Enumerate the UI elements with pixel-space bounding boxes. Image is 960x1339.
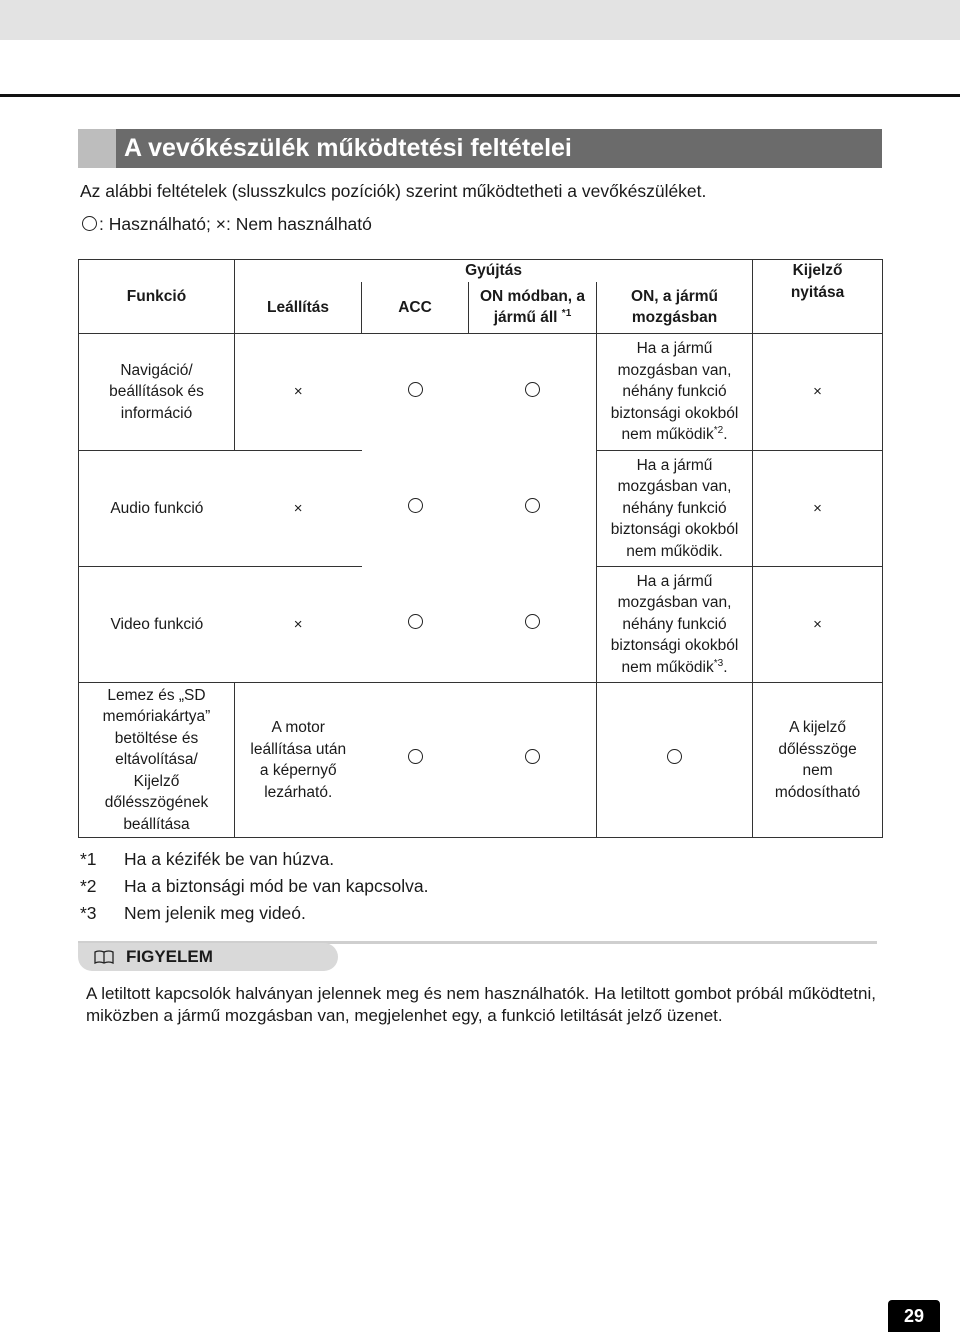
warning-label: FIGYELEM bbox=[126, 947, 213, 966]
warning-text: A letiltott kapcsolók halványan jelennek meg és nem használhatók. Ha letiltott gombot próbál működtetni, miközben a jármű mozgásban van, megjelenhet egy, a funkció letiltását jelző üzenet. bbox=[86, 984, 876, 1025]
navigation-display-cell bbox=[753, 334, 883, 451]
page-number: 29 bbox=[888, 1300, 940, 1332]
circle-icon bbox=[667, 749, 682, 764]
audio-on-moving-cell: Ha a jármű mozgásban van, néhány funkció biztonsági okokból nem működik. bbox=[597, 451, 753, 567]
disc-on-stationary-cell bbox=[469, 683, 597, 838]
circle-icon bbox=[525, 614, 540, 629]
navigation-acc-cell bbox=[362, 334, 469, 451]
header-acc: ACC bbox=[362, 282, 469, 334]
circle-icon bbox=[525, 749, 540, 764]
legend-x-symbol: × bbox=[215, 214, 226, 234]
top-margin-band bbox=[0, 0, 960, 40]
audio-on-stationary-cell bbox=[469, 451, 597, 567]
header-stop: Leállítás bbox=[235, 282, 362, 334]
book-icon bbox=[94, 950, 114, 964]
footnote: *3 Nem jelenik meg videó. bbox=[80, 903, 306, 923]
row-navigation-function: Navigáció/ beállítások és információ bbox=[79, 334, 235, 451]
circle-icon bbox=[82, 216, 97, 231]
section-title: A vevőkészülék működtetési feltételei bbox=[124, 134, 572, 162]
x-icon: × bbox=[293, 615, 303, 633]
circle-icon bbox=[408, 614, 423, 629]
x-icon: × bbox=[813, 615, 822, 633]
warning-header bbox=[78, 943, 338, 971]
disc-acc-cell bbox=[362, 683, 469, 838]
footnote: *1 Ha a kézifék be van húzva. bbox=[80, 849, 335, 869]
row-video-function: Video funkció × bbox=[79, 567, 362, 683]
navigation-on-stationary-cell bbox=[469, 334, 597, 451]
row-disc-function: Lemez és „SD memóriakártya” betöltése és eltávolítása/ Kijelző dőlésszögének beállítása bbox=[79, 683, 235, 838]
video-on-moving-cell: Ha a jármű mozgásban van, néhány funkció biztonsági okokból nem működik$^{*3}$. bbox=[597, 567, 753, 683]
header-rule bbox=[0, 94, 960, 97]
legend-not-usable: : Nem használható bbox=[225, 214, 372, 234]
circle-icon bbox=[525, 382, 540, 397]
footnotes bbox=[80, 846, 428, 927]
row-audio-function: Audio funkció × bbox=[79, 451, 362, 567]
circle-icon bbox=[408, 498, 423, 513]
x-icon: × bbox=[813, 499, 822, 517]
x-icon: × bbox=[293, 499, 303, 517]
intro-text: Az alábbi feltételek (slusszkulcs pozíciók) szerint működtetheti a vevőkészüléket. bbox=[80, 181, 707, 201]
disc-on-moving-cell bbox=[597, 683, 753, 838]
disc-display-cell: A kijelző dőlésszöge nem módosítható bbox=[753, 683, 883, 838]
legend-usable: : Használható; bbox=[99, 214, 216, 234]
circle-icon bbox=[408, 749, 423, 764]
audio-display-cell bbox=[753, 451, 883, 567]
video-display-cell bbox=[753, 567, 883, 683]
footnote: *2 Ha a biztonsági mód be van kapcsolva. bbox=[80, 876, 429, 896]
navigation-on-moving-cell: Ha a jármű mozgásban van, néhány funkció biztonsági okokból nem működik$^{*2}$. bbox=[597, 334, 753, 451]
header-ignition: Gyújtás bbox=[235, 260, 753, 282]
header-on-mode-stationary: ON módban, a jármű áll $^{*1}$ bbox=[469, 282, 597, 334]
video-on-stationary-cell bbox=[469, 567, 597, 683]
disc-stop-cell: A motor leállítása után a képernyő lezárható. bbox=[235, 683, 362, 838]
navigation-stop-cell bbox=[235, 334, 362, 451]
video-acc-cell bbox=[362, 567, 469, 683]
header-on-moving: ON, a jármű mozgásban bbox=[597, 282, 753, 334]
operating-conditions-table bbox=[78, 259, 883, 838]
x-icon: × bbox=[813, 383, 822, 401]
title-accent-block bbox=[78, 129, 116, 168]
section-title-bar bbox=[78, 129, 882, 168]
x-icon: × bbox=[293, 383, 303, 401]
circle-icon bbox=[408, 382, 423, 397]
circle-icon bbox=[525, 498, 540, 513]
header-function: Funkció bbox=[79, 260, 235, 334]
audio-acc-cell bbox=[362, 451, 469, 567]
symbol-legend bbox=[80, 213, 372, 235]
header-display-open: Kijelző nyitása bbox=[753, 260, 883, 334]
